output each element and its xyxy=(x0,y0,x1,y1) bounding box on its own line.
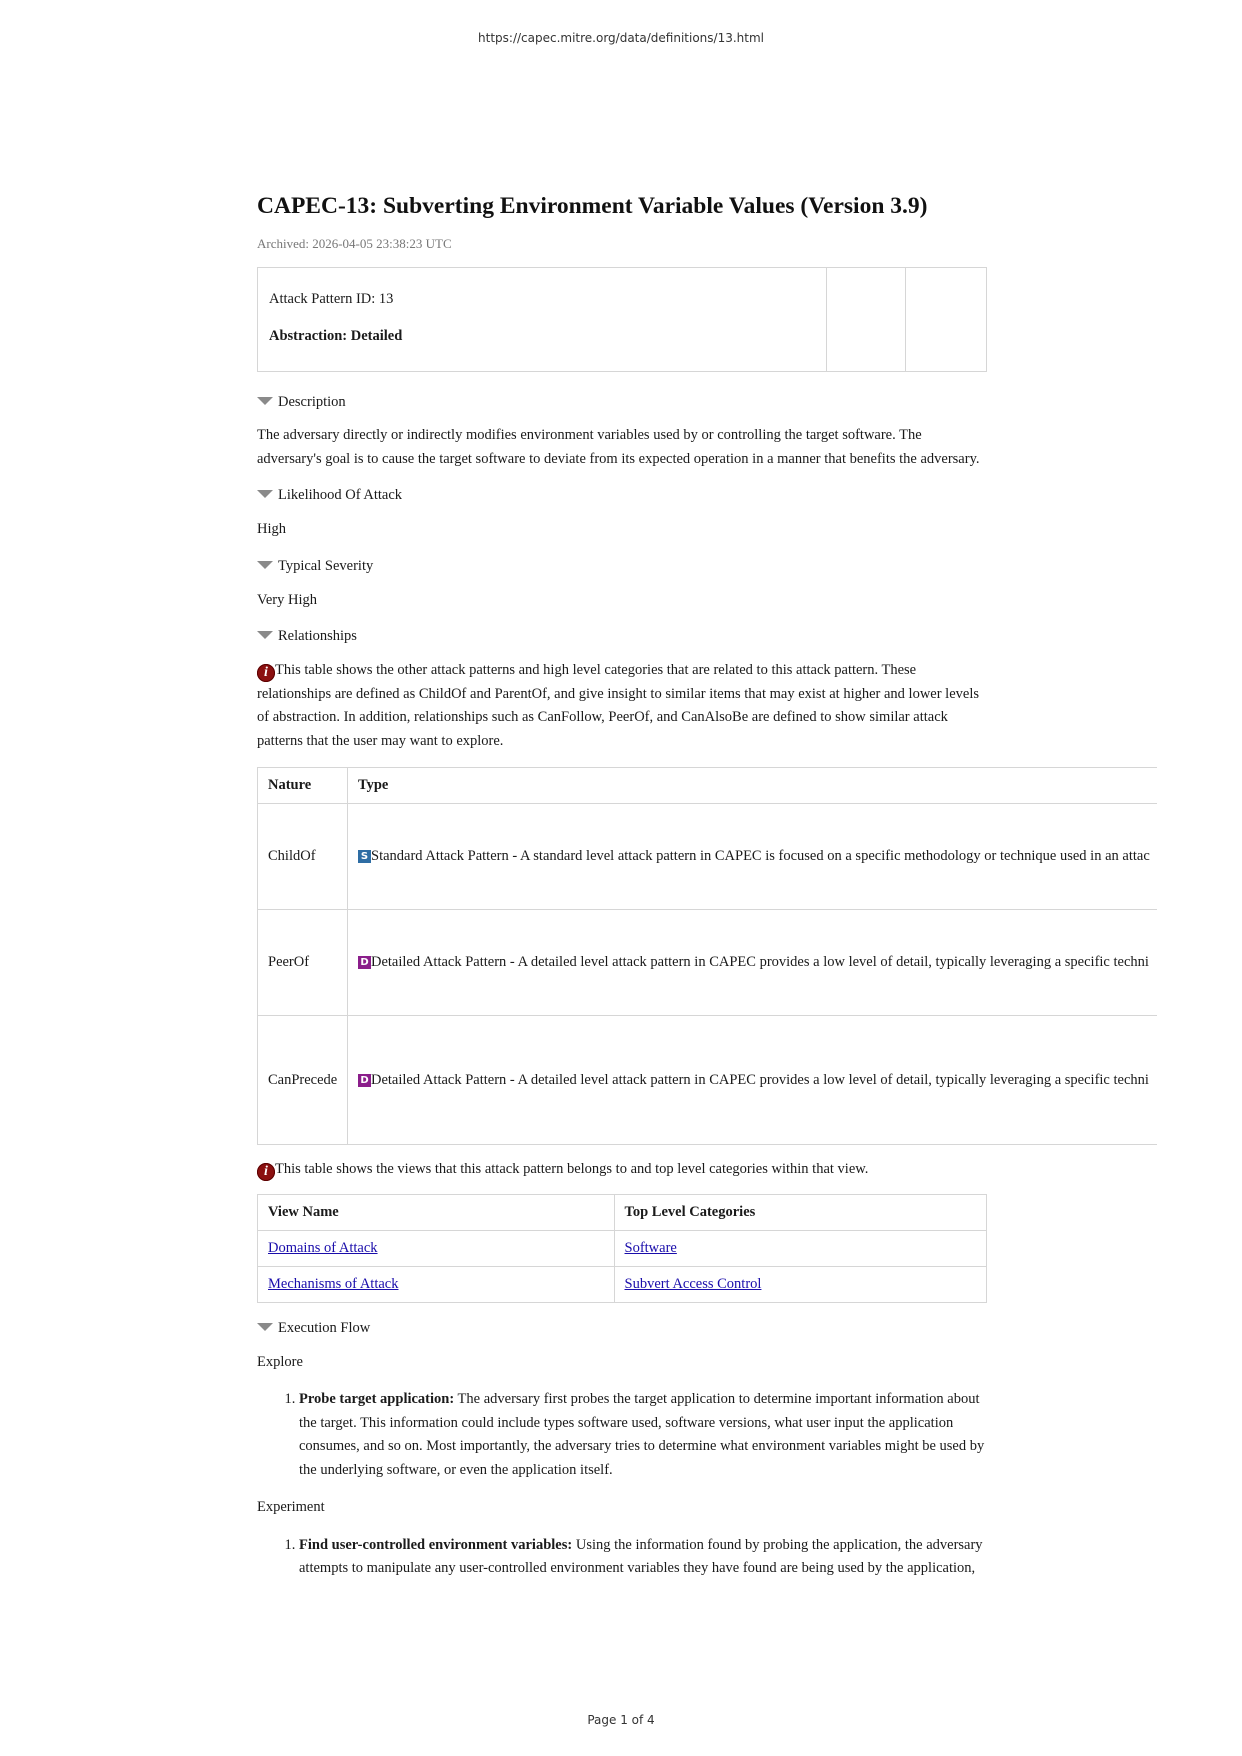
section-heading: Likelihood Of Attack xyxy=(278,487,403,503)
detailed-pattern-icon: D xyxy=(358,956,371,969)
id-box-empty-cell xyxy=(827,268,906,371)
description-text: The adversary directly or indirectly modifies environment variables used by or controlling the target software. The adversary's goal is to cause the target software to deviate from its expected operation in a manner that benefits the adversary. xyxy=(257,427,980,467)
main-content xyxy=(257,186,1150,1581)
relationship-nature: ChildOf xyxy=(258,804,348,910)
table-row xyxy=(258,1016,1158,1145)
section-heading: Description xyxy=(278,394,346,410)
info-icon: i xyxy=(257,664,275,682)
table-header-row xyxy=(258,1194,987,1230)
list-item: 1. Find user-controlled environment variables: Using the information found by probing the application, the adversary attempts to manipulate any user-controlled environment variables they have found are being used by the application, xyxy=(299,1534,987,1581)
relationships-table-viewport xyxy=(257,767,1157,1145)
table-row xyxy=(258,1230,987,1266)
section-toggle-relationships[interactable] xyxy=(257,627,987,645)
explore-steps xyxy=(257,1388,987,1482)
archived-timestamp: Archived: 2026-04-05 23:38:23 UTC xyxy=(257,236,452,251)
collapse-triangle-icon xyxy=(257,561,273,569)
column-header-top-level-categories: Top Level Categories xyxy=(614,1194,986,1230)
severity-value: Very High xyxy=(257,591,318,608)
section-toggle-description[interactable] xyxy=(257,393,987,411)
collapse-triangle-icon xyxy=(257,1323,273,1331)
phase-label-explore: Explore xyxy=(257,1353,303,1370)
id-box-empty-cell xyxy=(906,268,986,371)
relationship-type: D Detailed Attack Pattern - A detailed level attack pattern in CAPEC provides a low level of detail, typically leveraging a specific techni xyxy=(348,910,1158,1016)
column-header-view-name: View Name xyxy=(258,1194,615,1230)
info-icon: i xyxy=(257,1163,275,1181)
experiment-steps xyxy=(257,1534,987,1581)
collapse-triangle-icon xyxy=(257,397,273,405)
page-title: CAPEC-13: Subverting Environment Variable Values (Version 3.9) xyxy=(257,193,928,219)
likelihood-value: High xyxy=(257,521,286,537)
table-row xyxy=(258,804,1158,910)
relationship-type: D Detailed Attack Pattern - A detailed level attack pattern in CAPEC provides a low level of detail, typically leveraging a specific techni xyxy=(348,1016,1158,1145)
id-box-main xyxy=(258,268,827,371)
views-table xyxy=(257,1194,987,1303)
table-header-row xyxy=(258,768,1158,804)
category-link[interactable]: Subvert Access Control xyxy=(624,1275,762,1292)
abstraction-level: Abstraction: Detailed xyxy=(269,328,403,344)
table-row xyxy=(258,910,1158,1016)
attack-pattern-id: Attack Pattern ID: 13 xyxy=(269,291,394,307)
relationship-nature: CanPrecede xyxy=(258,1016,348,1145)
views-note: i This table shows the views that this attack pattern belongs to and top level categories within that view. xyxy=(257,1158,987,1182)
column-header-type: Type xyxy=(348,768,1158,804)
section-heading: Relationships xyxy=(278,628,357,644)
relationships-table xyxy=(257,767,1157,1145)
section-toggle-severity[interactable] xyxy=(257,557,987,575)
section-heading: Typical Severity xyxy=(278,557,374,574)
relationship-type: S Standard Attack Pattern - A standard level attack pattern in CAPEC is focused on a specific methodology or technique used in an attac xyxy=(348,804,1158,910)
standard-pattern-icon: S xyxy=(358,850,371,863)
view-link[interactable]: Domains of Attack xyxy=(268,1239,378,1256)
view-link[interactable]: Mechanisms of Attack xyxy=(268,1275,399,1292)
attack-pattern-id-box xyxy=(257,267,987,372)
list-item: 1. Probe target application: The adversary first probes the target application to determine important information about the target. This information could include types software used, software versions, what user input the application consumes, and so on. Most importantly, the adversary tries to determine what environment variables might be used by the underlying software, or even the application itself. xyxy=(299,1388,987,1482)
section-toggle-likelihood[interactable] xyxy=(257,486,987,504)
table-row xyxy=(258,1266,987,1302)
page-number-footer: Page 1 of 4 xyxy=(587,1713,655,1727)
section-toggle-execution-flow[interactable] xyxy=(257,1319,987,1337)
relationships-note: i This table shows the other attack patterns and high level categories that are related to this attack pattern. These relationships are defined as ChildOf and ParentOf, and give insight to similar items that may exist at higher and lower levels of abstraction. In addition, relationships such as CanFollow, PeerOf, and CanAlsoBe are defined to show similar attack patterns that the user may want to explore. xyxy=(257,662,980,749)
phase-label-experiment: Experiment xyxy=(257,1499,325,1515)
print-url-header: https://capec.mitre.org/data/definitions/13.html xyxy=(478,31,764,45)
collapse-triangle-icon xyxy=(257,631,273,639)
category-link[interactable]: Software xyxy=(624,1239,677,1256)
detailed-pattern-icon: D xyxy=(358,1074,371,1087)
column-header-nature: Nature xyxy=(258,768,348,804)
collapse-triangle-icon xyxy=(257,490,273,498)
section-heading: Execution Flow xyxy=(278,1319,371,1336)
relationship-nature: PeerOf xyxy=(258,910,348,1016)
